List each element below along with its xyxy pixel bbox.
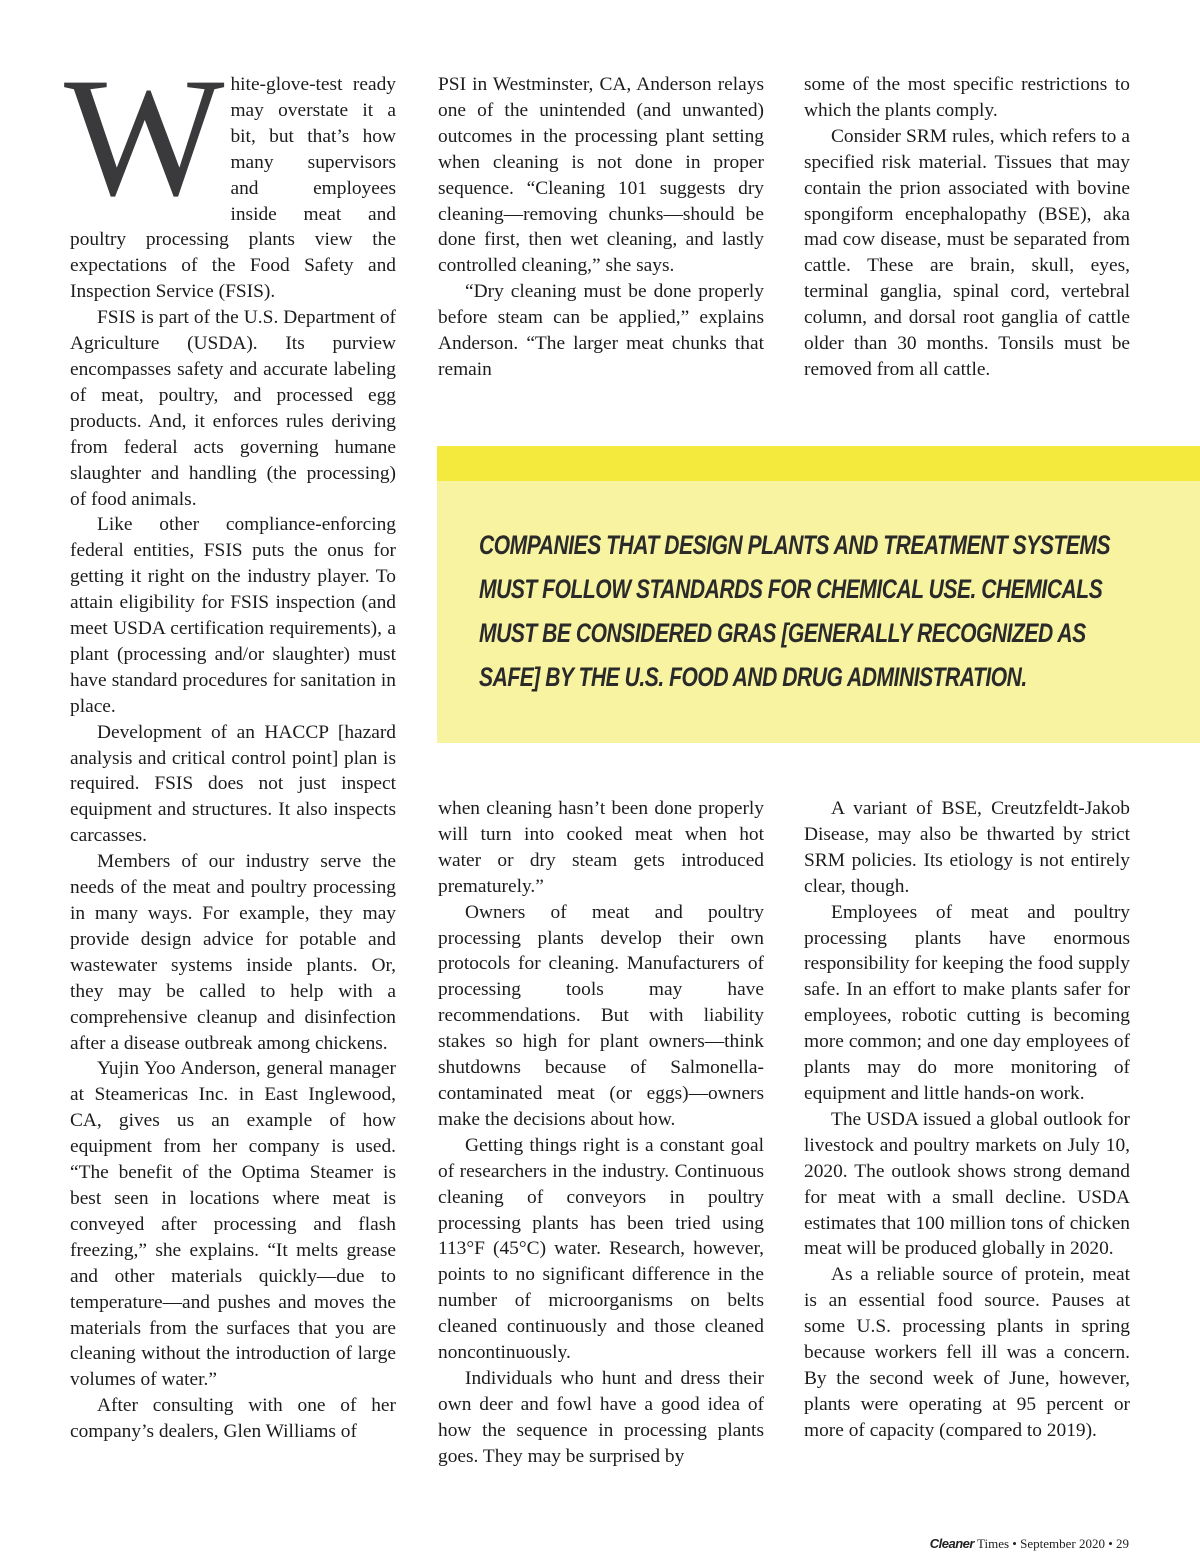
paragraph: Employees of meat and poultry processing plants have enormous responsibility for keeping the food supply safe. In an effort to make plants safer for employees, robotic cutting is becoming more common; and one day employees of plants may do more monitoring of equipment and little hands-on work. xyxy=(804,901,1130,1104)
pull-quote-line: SAFE] BY THE U.S. FOOD AND DRUG ADMINISTRATION. xyxy=(479,662,1027,692)
article-column-2-top xyxy=(438,72,764,383)
article-column-1 xyxy=(64,43,396,1445)
paragraph: Owners of meat and poultry processing plants develop their own protocols for cleaning. Manufacturers of processing tools may have recommendations. But with liability stakes so high for plant owners—think shutdowns because of Salmonella-contaminated meat (or eggs)—owners make the decisions about how. xyxy=(438,901,764,1130)
paragraph: Individuals who hunt and dress their own deer and fowl have a good idea of how the sequence in processing plants goes. They may be surprised by xyxy=(438,1367,764,1467)
paragraph: FSIS is part of the U.S. Department of Agriculture (USDA). Its purview encompasses safety and accurate labeling of meat, poultry, and processed egg products. And, it enforces rules deriving from federal acts governing humane slaughter and handling (the processing) of food animals. xyxy=(70,307,396,510)
pull-quote-line: MUST FOLLOW STANDARDS FOR CHEMICAL USE. CHEMICALS xyxy=(479,574,1103,604)
magazine-name-rest: Times xyxy=(973,1536,1010,1551)
issue-and-page: • September 2020 • 29 xyxy=(1009,1536,1129,1551)
paragraph: Like other compliance-enforcing federal entities, FSIS puts the onus for getting it right on the industry player. To attain eligibility for FSIS inspection (and meet USDA certification requirements), a plant (processing and/or slaughter) must have standard procedures for sanitation in place. xyxy=(70,514,396,717)
pull-quote-line: MUST BE CONSIDERED GRAS [GENERALLY RECOGNIZED AS xyxy=(479,618,1086,648)
paragraph: Consider SRM rules, which refers to a specified risk material. Tissues that may contain the prion associated with bovine spongiform encephalopathy (BSE), aka mad cow disease, must be separated from cattle. These are brain, skull, eyes, terminal ganglia, spinal cord, vertebral column, and dorsal root ganglia of cattle older than 30 months. Tonsils must be removed from all cattle. xyxy=(804,125,1130,380)
article-column-3-bottom xyxy=(804,796,1130,1444)
paragraph: The USDA issued a global outlook for livestock and poultry markets on July 10, 2020. The outlook shows strong demand for meat with a small decline. USDA estimates that 100 million tons of chicken meat will be produced globally in 2020. xyxy=(804,1108,1130,1260)
paragraph: “Dry cleaning must be done properly before steam can be applied,” explains Anderson. “The larger meat chunks that remain xyxy=(438,281,764,380)
paragraph: hite-glove-test ready may overstate it a bit, but that’s how many supervisors and employees inside meat and poultry processing plants view the expectations of the Food Safety and Inspection Service (FSIS). xyxy=(70,74,396,303)
pull-quote-line: COMPANIES THAT DESIGN PLANTS AND TREATMENT SYSTEMS xyxy=(479,530,1111,560)
article-column-3-top xyxy=(804,72,1130,383)
pull-quote-text xyxy=(479,523,1150,699)
paragraph: Development of an HACCP [hazard analysis and critical control point] plan is required. FSIS does not just inspect equipment and structures. It also inspects carcasses. xyxy=(70,721,396,847)
paragraph: Getting things right is a constant goal of researchers in the industry. Continuous cleaning of conveyors in poultry processing plants has been tried using 113°F (45°C) water. Research, however, points to no significant difference in the number of microorganisms on belts cleaned continuously and those cleaned noncontinuously. xyxy=(438,1134,764,1364)
paragraph: Members of our industry serve the needs of the meat and poultry processing in many ways. For example, they may provide design advice for potable and wastewater systems inside plants. Or, they may be called to help with a comprehensive cleanup and disinfection after a disease outbreak among chickens. xyxy=(70,851,396,1054)
page-footer xyxy=(930,1536,1129,1552)
paragraph: As a reliable source of protein, meat is an essential food source. Pauses at some U.S. processing plants in spring because workers fell ill was a concern. By the second week of June, however, plants were operating at 95 percent or more of capacity (compared to 2019). xyxy=(804,1264,1130,1441)
paragraph: some of the most specific restrictions to which the plants comply. xyxy=(804,74,1130,121)
paragraph: A variant of BSE, Creutzfeldt-Jakob Disease, may also be thwarted by strict SRM policies. Its etiology is not entirely clear, though. xyxy=(804,798,1130,897)
paragraph: After consulting with one of her company’s dealers, Glen Williams of xyxy=(70,1395,396,1443)
paragraph: PSI in Westminster, CA, Anderson relays one of the unintended (and unwanted) outcomes in the processing plant setting when cleaning is not done in proper sequence. “Cleaning 101 suggests dry cleaning—removing chunks—should be done first, then wet cleaning, and lastly controlled cleaning,” she says. xyxy=(438,74,764,277)
drop-cap: W xyxy=(64,43,225,231)
paragraph: when cleaning hasn’t been done properly will turn into cooked meat when hot water or dry steam gets introduced prematurely.” xyxy=(438,798,764,897)
article-column-2-bottom xyxy=(438,796,764,1470)
magazine-name: Cleaner xyxy=(929,1536,974,1551)
pull-quote-box xyxy=(437,446,1200,743)
paragraph: Yujin Yoo Anderson, general manager at Steamericas Inc. in East Inglewood, CA, gives us an example of how equipment from her company is used. “The benefit of the Optima Steamer is best seen in locations where meat is conveyed after processing and flash freezing,” she explains. “It melts grease and other materials quickly—due to temperature—and pushes and moves the materials from the surfaces that you are cleaning without the introduction of large volumes of water.” xyxy=(70,1058,396,1391)
pull-quote-stripe xyxy=(437,446,1200,481)
